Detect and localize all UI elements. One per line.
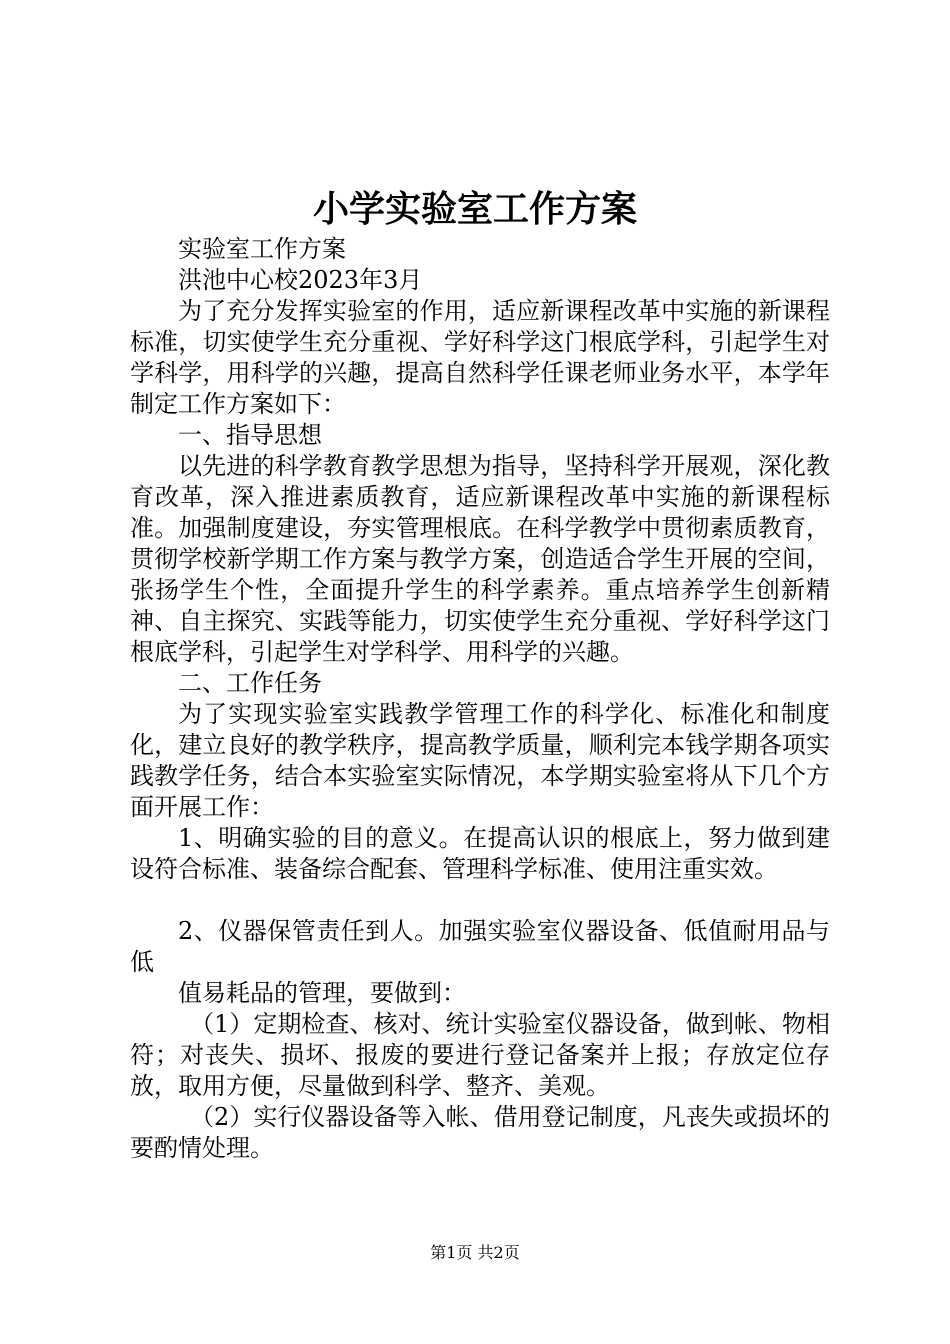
section-heading-work-tasks: 二、工作任务 <box>178 669 322 697</box>
sub-item-2: （2）实行仪器设备等入帐、借用登记制度，凡丧失或损坏的要酌情处理。 <box>130 1103 830 1162</box>
work-tasks-paragraph: 为了实现实验室实践教学管理工作的科学化、标准化和制度化，建立良好的教学秩序，提高教学质量，顺利完本钱学期各项实践教学任务，结合本实验室实际情况，本学期实验室将从下几个方面开展工作： <box>130 700 830 821</box>
doc-author-date: 洪池中心校2023年3月 <box>178 266 423 294</box>
task-item-2-continued: 值易耗品的管理，要做到： <box>178 979 466 1007</box>
intro-paragraph: 为了充分发挥实验室的作用，适应新课程改革中实施的新课程标准，切实使学生充分重视、学好科学这门根底学科，引起学生对学科学，用科学的兴趣，提高自然科学任课老师业务水平，本学年制定工作方案如下： <box>130 297 830 418</box>
page-footer: 第1页 共2页 <box>430 1243 520 1262</box>
doc-subtitle: 实验室工作方案 <box>178 235 346 263</box>
section-heading-guiding-ideology: 一、指导思想 <box>178 421 322 449</box>
task-item-2: 2、仪器保管责任到人。加强实验室仪器设备、低值耐用品与低 <box>130 917 830 976</box>
document-title: 小学实验室工作方案 <box>312 188 637 230</box>
sub-item-1: （1）定期检查、核对、统计实验室仪器设备，做到帐、物相符；对丧失、损坏、报废的要进行登记备案并上报；存放定位存放，取用方便，尽量做到科学、整齐、美观。 <box>130 1010 830 1100</box>
task-item-1: 1、明确实验的目的意义。在提高认识的根底上，努力做到建设符合标准、装备综合配套、管理科学标准、使用注重实效。 <box>130 824 830 883</box>
document-body <box>130 234 830 1164</box>
guiding-ideology-paragraph: 以先进的科学教育教学思想为指导，坚持科学开展观，深化教育改革，深入推进素质教育，适应新课程改革中实施的新课程标准。加强制度建设，夯实管理根底。在科学教学中贯彻素质教育，贯彻学校新学期工作方案与教学方案，创造适合学生开展的空间，张扬学生个性，全面提升学生的科学素养。重点培养学生创新精神、自主探究、实践等能力，切实使学生充分重视、学好科学这门根底学科，引起学生对学科学、用科学的兴趣。 <box>130 452 830 666</box>
